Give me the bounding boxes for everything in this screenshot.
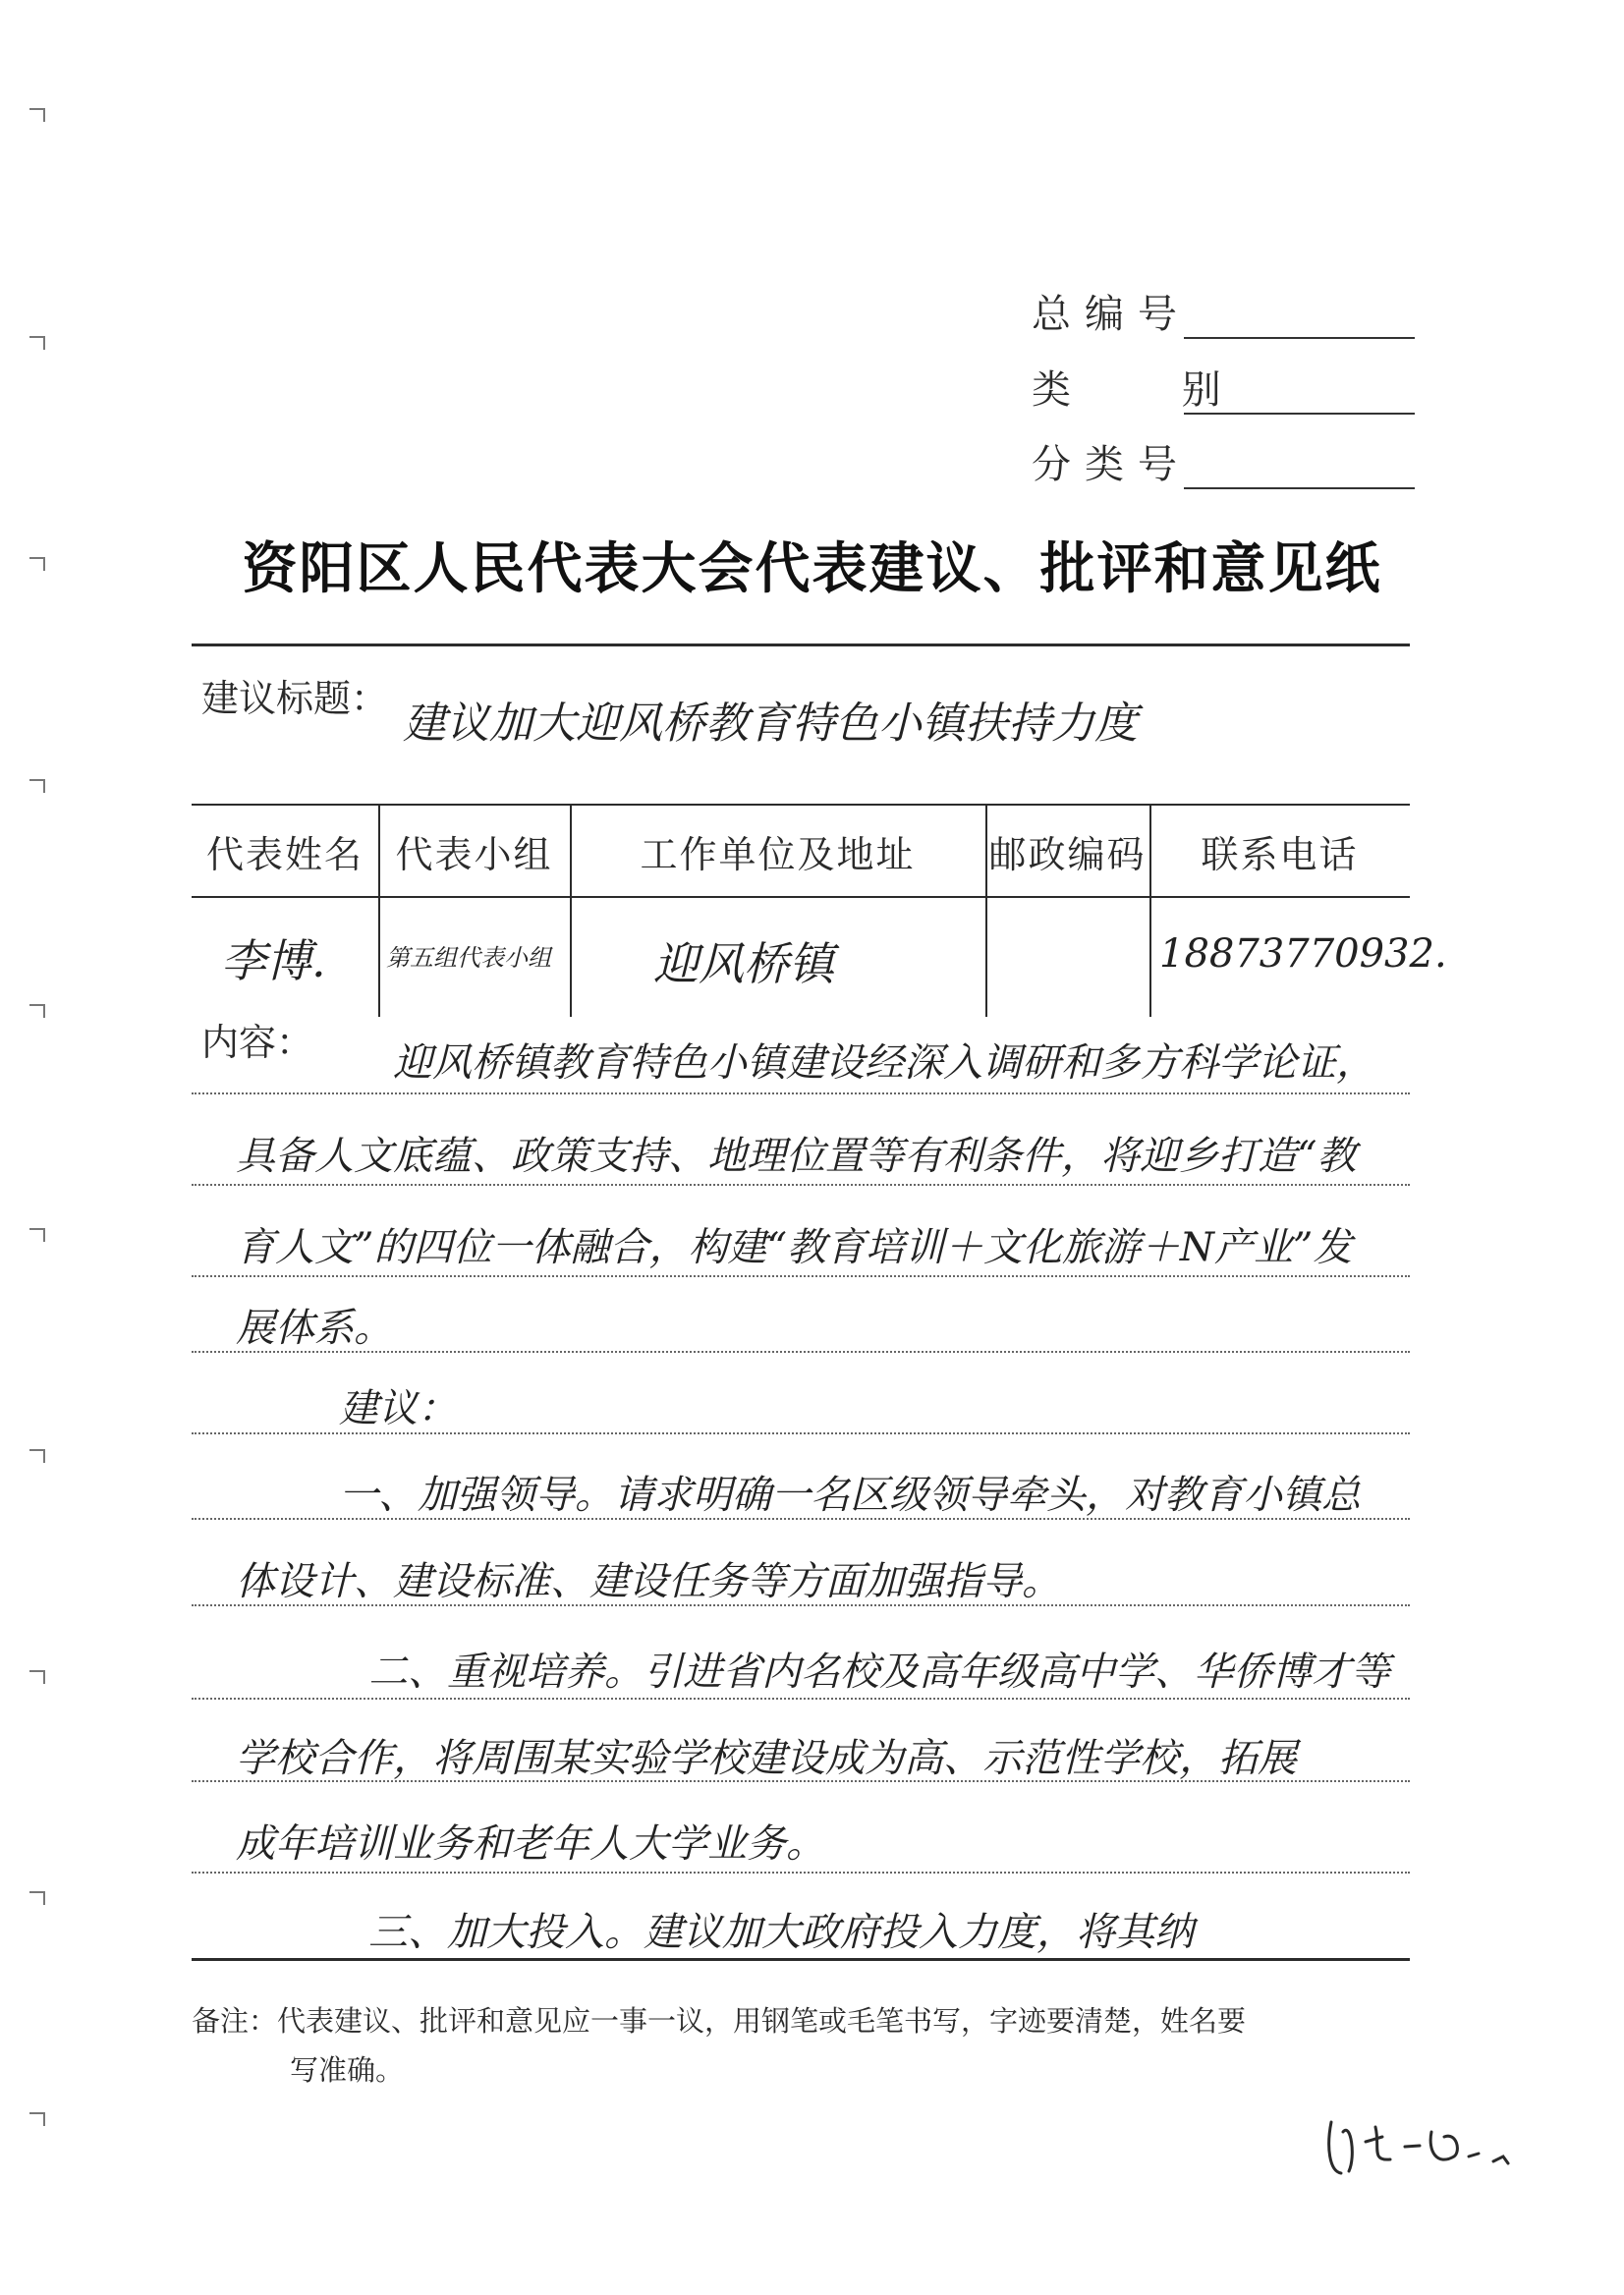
content-line-5: 建议： [339,1386,457,1431]
content-line-6: 一、加强领导。请求明确一名区级领导牵头，对教育小镇总 [339,1473,1361,1518]
category-line [1184,405,1415,415]
content-line-1: 迎风桥镇教育特色小镇建设经深入调研和多方科学论证， [393,1040,1375,1086]
content-line-9: 学校合作，将周围某实验学校建设成为高、示范性学校，拓展 [236,1736,1297,1781]
content-line-7: 体设计、建设标准、建设任务等方面加强指导。 [236,1559,1061,1604]
binding-mark [29,1891,45,1893]
binding-mark [29,108,45,110]
cell-name: 李博. [221,934,326,987]
writing-line [192,1184,1410,1186]
class-number-line [1184,479,1415,489]
content-line-4: 展体系。 [236,1306,393,1351]
class-number-label: 分类号 [1032,442,1191,487]
content-line-11: 三、加大投入。建议加大政府投入力度，将其纳 [368,1910,1194,1955]
binding-mark [29,2112,45,2114]
content-line-3: 育人文”的四位一体融合，构建“教育培训＋文化旅游＋N产业”发 [236,1225,1353,1270]
cell-group: 第五组代表小组 [386,944,551,972]
serial-number-field [1032,270,1415,339]
writing-line [192,1698,1410,1700]
writing-line [192,1092,1410,1094]
header-work-unit: 工作单位及地址 [640,832,916,876]
title-rule [192,644,1410,646]
footnote-line-2: 写准确。 [290,2053,405,2087]
cell-phone: 18873770932. [1159,931,1447,977]
binding-mark [29,336,45,338]
writing-line [192,1872,1410,1874]
writing-line [192,1275,1410,1277]
form-title: 资阳区人民代表大会代表建议、批评和意见纸 [242,536,1382,601]
category-label: 类 别 [1032,367,1270,413]
cell-work-unit: 迎风桥镇 [653,937,834,990]
class-number-field [1032,420,1415,489]
content-bottom-rule [192,1958,1410,1961]
binding-mark [29,1670,45,1672]
suggestion-title-label: 建议标题： [201,677,389,720]
representative-info-table [192,804,1447,1017]
content-line-2: 具备人文底蕴、政策支持、地理位置等有利条件，将迎乡打造“教 [236,1134,1357,1179]
footnote [192,1996,1246,2095]
table-header-rule [192,896,1410,898]
binding-mark [29,779,45,781]
content-label: 内容： [201,1021,314,1064]
binding-mark [29,1228,45,1230]
category-field [1032,346,1415,415]
content-line-8: 二、重视培养。引进省内名校及高年级高中学、华侨博才等 [368,1650,1390,1695]
binding-mark [29,1004,45,1006]
binding-mark [29,1449,45,1451]
serial-number-label: 总编号 [1032,292,1191,337]
content-line-10: 成年培训业务和老年人大学业务。 [236,1821,825,1867]
header-name: 代表姓名 [205,832,364,876]
footnote-line-1: 备注：代表建议、批评和意见应一事一议，用钢笔或毛笔书写，字迹要清楚，姓名要 [192,2004,1247,2038]
handwritten-signature [1321,2102,1538,2181]
suggestion-title-value: 建议加大迎风桥教育特色小镇扶持力度 [403,699,1138,749]
header-postcode: 邮政编码 [988,832,1147,876]
header-phone: 联系电话 [1201,832,1359,876]
header-group: 代表小组 [395,832,553,876]
serial-number-line [1184,329,1415,339]
